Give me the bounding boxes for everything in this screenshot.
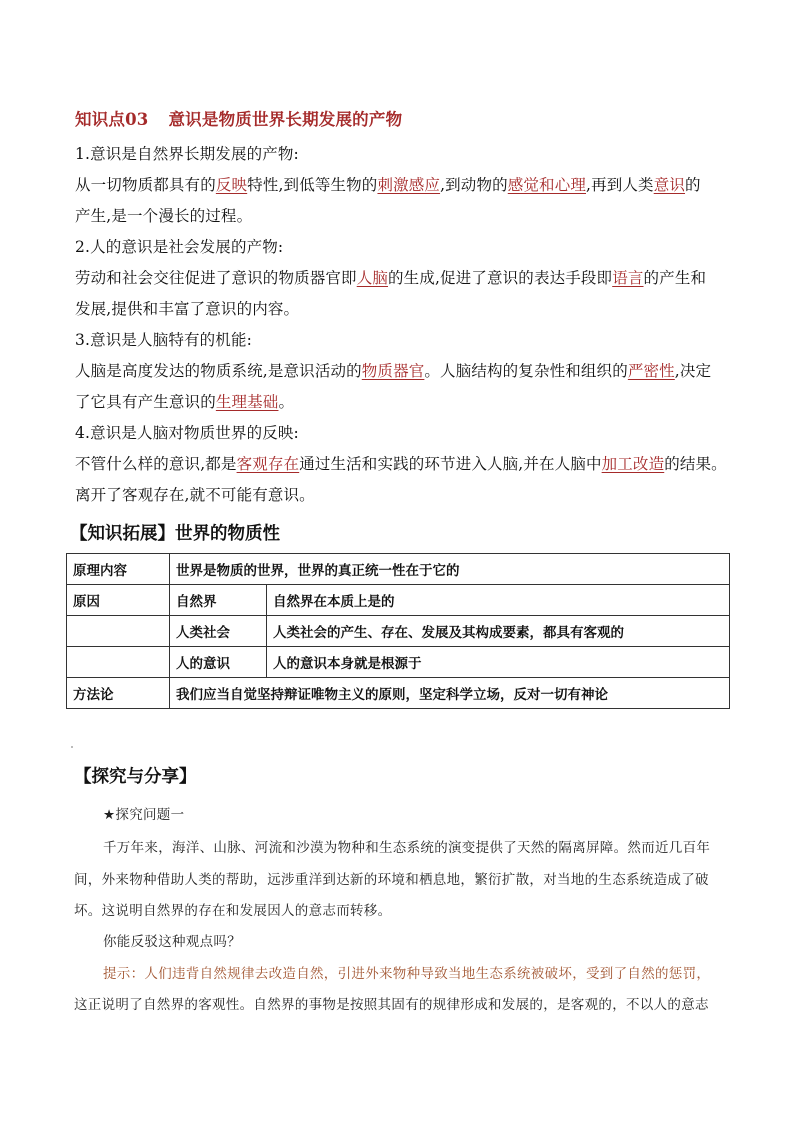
table-cell: 世界是物质的世界，世界的真正统一性在于它的	[170, 554, 730, 585]
section-1-line-2: 产生,是一个漫长的过程。	[75, 207, 253, 225]
section-1-line-1: 从一切物质都具有的反映特性,到低等生物的刺激感应,到动物的感觉和心理,再到人类意识的	[75, 176, 701, 194]
inquiry-para-line-3: 坏。这说明自然界的存在和发展因人的意志而转移。	[74, 903, 392, 919]
knowledge-point-number: 知识点03	[75, 110, 149, 129]
keyword-yuyan: 语言	[612, 269, 644, 287]
keyword-ciji-ganying: 刺激感应	[377, 176, 441, 194]
keyword-yanmixing: 严密性	[627, 362, 675, 380]
hint-line-2: 这正说明了自然界的客观性。自然界的事物是按照其固有的规律形成和发展的，是客观的，不以人的意志	[74, 997, 709, 1013]
stray-mark	[71, 746, 73, 748]
table-row	[67, 585, 730, 616]
keyword-keguan-cunzai: 客观存在	[236, 455, 300, 473]
section-4-line-2: 离开了客观存在,就不可能有意识。	[75, 486, 315, 504]
table-cell: 人的意识本身就是根源于	[267, 647, 730, 678]
keyword-ganjue-xinli: 感觉和心理	[507, 176, 587, 194]
keyword-jiagong-gaizao: 加工改造	[601, 455, 665, 473]
table-row	[67, 554, 730, 585]
table-row	[67, 647, 730, 678]
keyword-wuzhi-qiguan: 物质器官	[361, 362, 425, 380]
table-cell: 人类社会	[170, 616, 267, 647]
materiality-table	[66, 553, 730, 709]
knowledge-point-heading: 意识是物质世界长期发展的产物	[168, 110, 403, 129]
table-cell: 我们应当自觉坚持辩证唯物主义的原则，坚定科学立场，反对一切有神论	[170, 678, 730, 709]
table-cell: 自然界在本质上是的	[267, 585, 730, 616]
inquiry-question-label: ★探究问题一	[103, 807, 185, 823]
keyword-fanying: 反映	[215, 176, 248, 194]
inquiry-para-line-1: 千万年来，海洋、山脉、河流和沙漠为物种和生态系统的演变提供了天然的隔离屏障。然而近几百年	[103, 840, 711, 856]
table-cell: 原理内容	[67, 554, 170, 585]
section-2-line-1: 劳动和社会交往促进了意识的物质器官即人脑的生成,促进了意识的表达手段即语言的产生和	[75, 269, 707, 287]
table-cell: 人类社会的产生、存在、发展及其构成要素，都具有客观的	[267, 616, 730, 647]
inquiry-para-line-2: 间，外来物种借助人类的帮助，远涉重洋到达新的环境和栖息地，繁衍扩散，对当地的生态系统造成了破	[74, 872, 709, 888]
table-cell: 原因	[67, 585, 170, 616]
section-3-line-2: 了它具有产生意识的生理基础。	[75, 393, 295, 411]
section-4-line-1: 不管什么样的意识,都是客观存在通过生活和实践的环节进入人脑,并在人脑中加工改造的结果。	[75, 455, 727, 473]
keyword-rennao: 人脑	[356, 269, 389, 287]
table-cell: 方法论	[67, 678, 170, 709]
extension-title: 【知识拓展】世界的物质性	[70, 524, 280, 544]
section-4-heading: 4.意识是人脑对物质世界的反映:	[75, 424, 299, 442]
keyword-shengli-jichu: 生理基础	[215, 393, 279, 411]
section-3-line-1: 人脑是高度发达的物质系统,是意识活动的物质器官。人脑结构的复杂性和组织的严密性,决定	[75, 362, 712, 380]
section-2-line-2: 发展,提供和丰富了意识的内容。	[75, 300, 300, 318]
section-2-heading: 2.人的意识是社会发展的产物:	[75, 238, 284, 256]
table-cell: 自然界	[170, 585, 267, 616]
section-1-heading: 1.意识是自然界长期发展的产物:	[75, 145, 299, 163]
knowledge-point-title	[75, 106, 402, 130]
table-cell	[67, 647, 170, 678]
section-3-heading: 3.意识是人脑特有的机能:	[75, 331, 252, 349]
inquiry-question: 你能反驳这种观点吗？	[103, 934, 241, 950]
keyword-yishi: 意识	[653, 176, 686, 194]
table-cell	[67, 616, 170, 647]
hint-line-1: 提示：人们违背自然规律去改造自然，引进外来物种导致当地生态系统被破坏，受到了自然的惩罚，	[103, 966, 711, 982]
table-cell: 人的意识	[170, 647, 267, 678]
table-row	[67, 678, 730, 709]
table-row	[67, 616, 730, 647]
inquiry-title: 【探究与分享】	[74, 767, 197, 787]
